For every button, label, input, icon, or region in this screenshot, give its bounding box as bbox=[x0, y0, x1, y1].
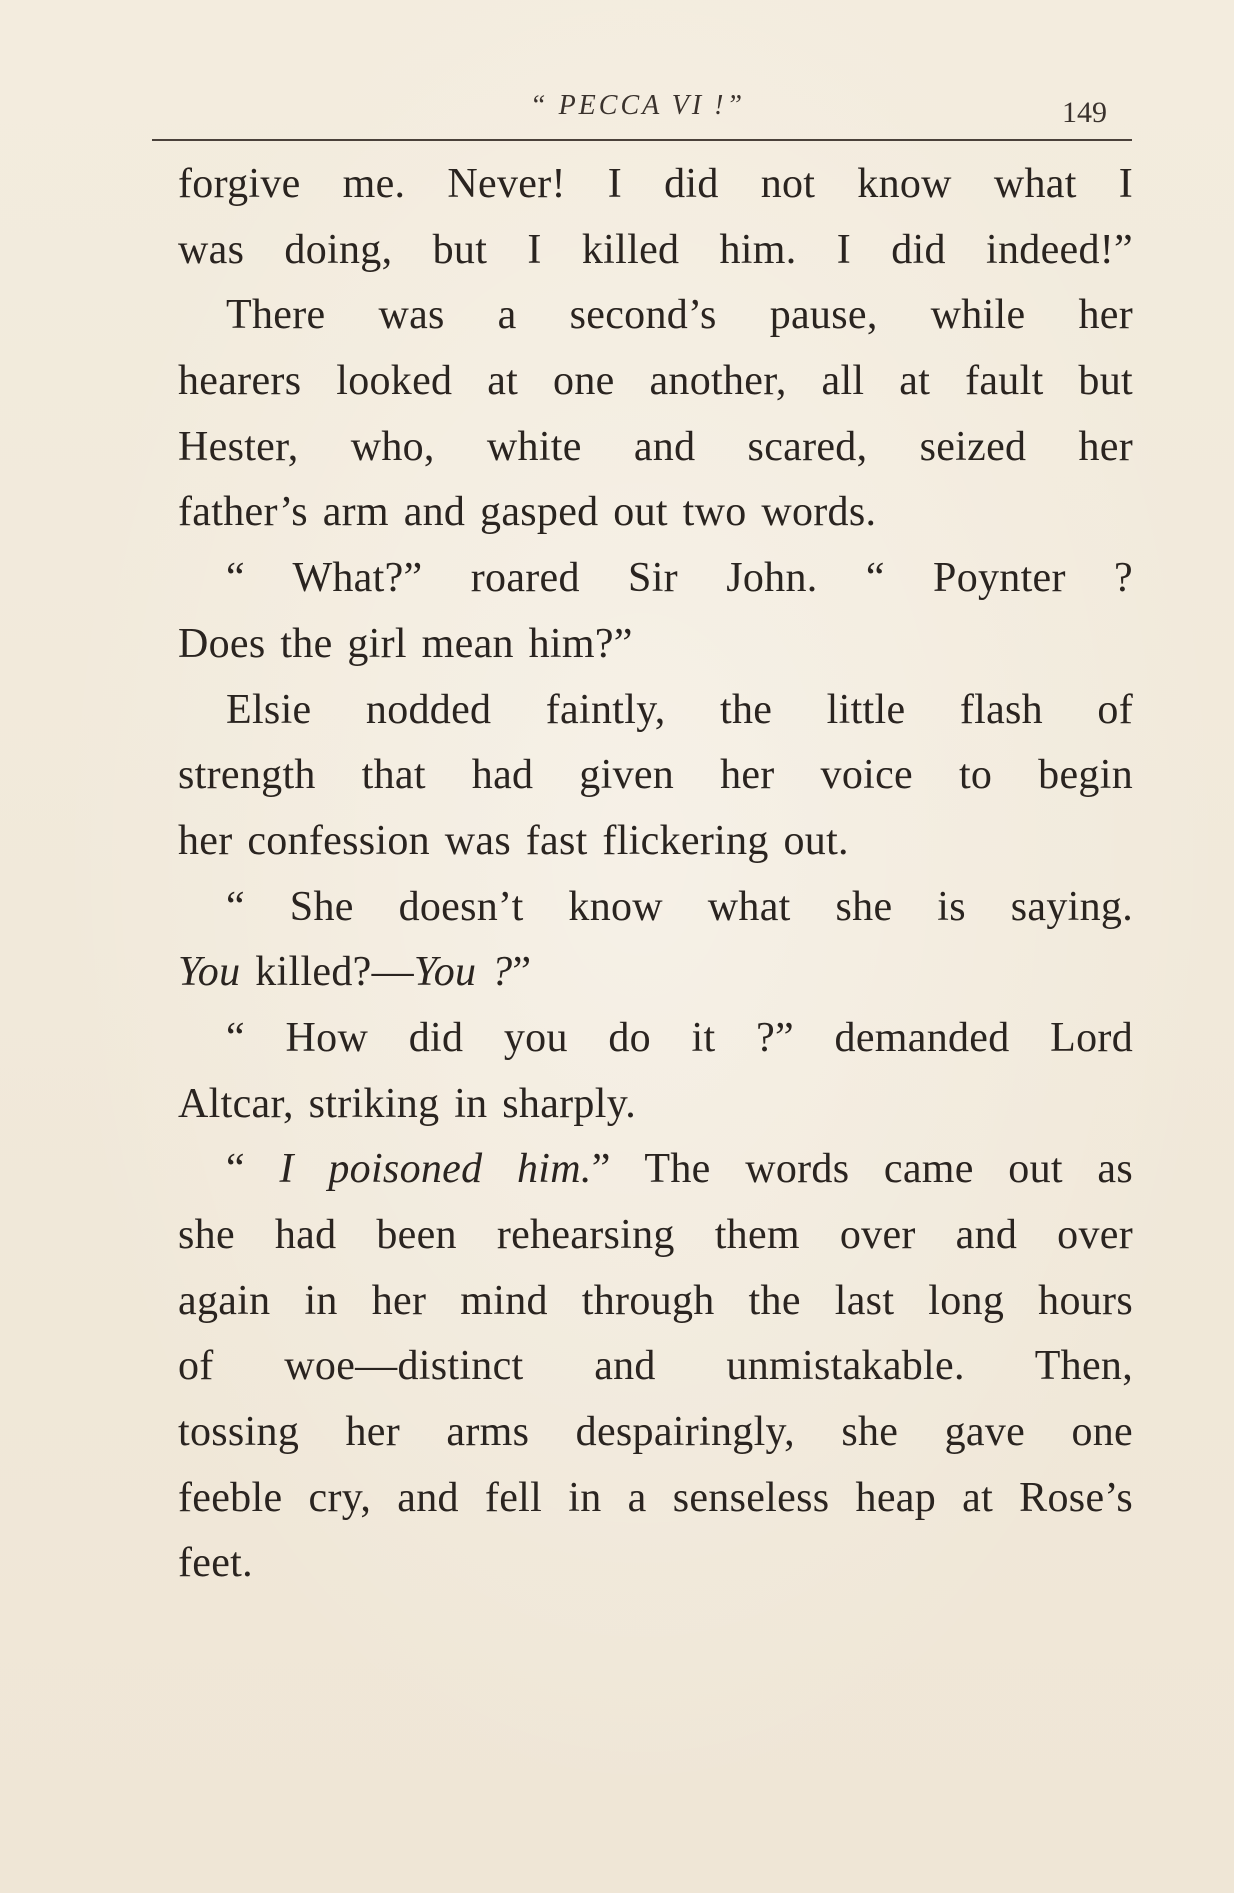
text-line: again in her mind through the last long hours bbox=[178, 1277, 1133, 1324]
italic-phrase: I poisoned him. bbox=[279, 1146, 592, 1193]
text-line: “ How did you do it ?” demanded Lord bbox=[226, 1014, 1133, 1061]
text-line: Elsie nodded faintly, the little flash of bbox=[226, 686, 1133, 733]
running-head bbox=[0, 90, 1234, 140]
text-fragment: ” The words came out as bbox=[591, 1146, 1133, 1193]
text-line bbox=[178, 940, 1133, 1006]
text-line: was doing, but I killed him. I did indeed!” bbox=[178, 226, 1133, 273]
text-line: “ She doesn’t know what she is saying. bbox=[226, 883, 1133, 930]
text-line: forgive me. Never! I did not know what I bbox=[178, 161, 1133, 207]
page-number: 149 bbox=[1062, 96, 1107, 129]
text-line: There was a second’s pause, while her bbox=[226, 292, 1133, 339]
text-fragment: “ bbox=[226, 1146, 280, 1193]
header-rule bbox=[152, 139, 1132, 141]
text-line: strength that had given her voice to begin bbox=[178, 752, 1133, 799]
text-line: she had been rehearsing them over and over bbox=[178, 1212, 1133, 1258]
italic-word: You bbox=[178, 949, 241, 996]
text-line: Altcar, striking in sharply. bbox=[178, 1080, 637, 1127]
text-line bbox=[178, 1137, 1133, 1203]
text-line: hearers looked at one another, all at fault but bbox=[178, 358, 1133, 405]
text-fragment: ” bbox=[512, 949, 532, 996]
text-line: feet. bbox=[178, 1540, 253, 1587]
text-line: feeble cry, and fell in a senseless heap at Rose’s bbox=[178, 1474, 1133, 1521]
text-line: of woe—distinct and unmistakable. Then, bbox=[178, 1343, 1133, 1390]
italic-word: You ? bbox=[413, 949, 513, 996]
running-title: “ PECCA VI !” bbox=[530, 90, 746, 121]
text-line: her confession was fast flickering out. bbox=[178, 817, 849, 864]
text-line: father’s arm and gasped out two words. bbox=[178, 489, 877, 536]
text-line: “ What?” roared Sir John. “ Poynter ? bbox=[226, 555, 1133, 602]
body-text bbox=[178, 152, 1133, 1597]
text-fragment: killed?— bbox=[240, 949, 414, 996]
text-line: Hester, who, white and scared, seized her bbox=[178, 423, 1133, 470]
text-line: Does the girl mean him?” bbox=[178, 620, 633, 667]
text-line: tossing her arms despairingly, she gave one bbox=[178, 1409, 1133, 1456]
